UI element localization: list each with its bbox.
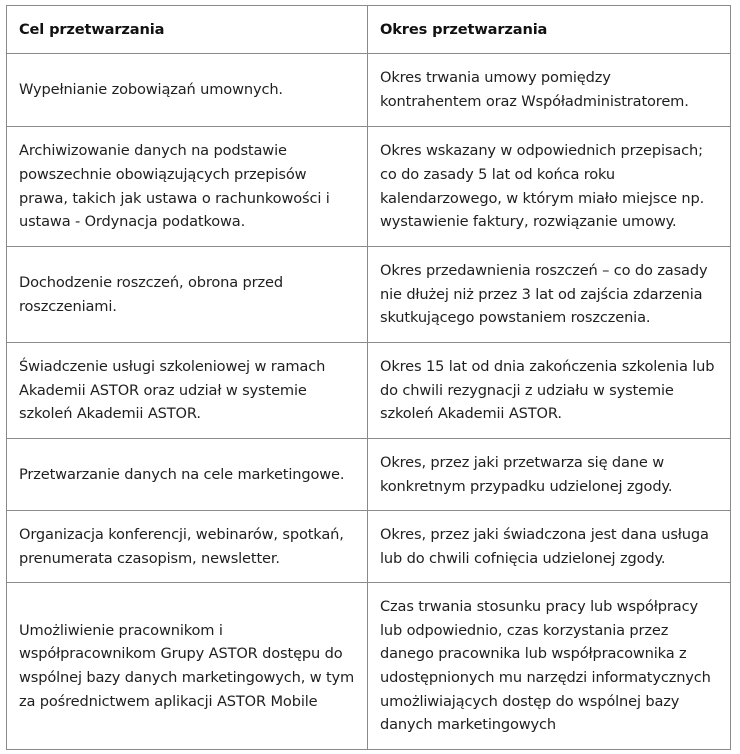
period-line: Okres, przez jaki świadczona jest dana usługa: [380, 525, 709, 543]
period-line: nie dłużej niż przez 3 lat od zajścia zdarzenia: [380, 285, 703, 303]
purpose-line: prawa, takich jak ustawa o rachunkowości i: [19, 189, 330, 207]
table-row: [7, 511, 731, 583]
period-line: Okres wskazany w odpowiednich przepisach;: [380, 142, 703, 160]
table-header-row: [7, 6, 731, 54]
table-row: [7, 247, 731, 343]
purpose-line: roszczeniami.: [19, 297, 117, 315]
purpose-line: za pośrednictwem aplikacji ASTOR Mobile: [19, 692, 318, 710]
cell-purpose: [7, 343, 368, 439]
purpose-line: Dochodzenie roszczeń, obrona przed: [19, 273, 283, 291]
retention-table-container: [6, 5, 731, 750]
purpose-line: wspólnej bazy danych marketingowych, w tym: [19, 669, 355, 686]
period-line: wystawienie faktury, rozwiązanie umowy.: [380, 213, 677, 231]
cell-purpose: [7, 511, 368, 583]
purpose-line: Archiwizowanie danych na podstawie: [19, 142, 287, 160]
cell-period: [368, 127, 731, 247]
period-line: lub odpowiednio, czas korzystania przez: [380, 621, 669, 639]
period-line: co do zasady 5 lat od końca roku: [380, 165, 615, 183]
purpose-line: ustawa - Ordynacja podatkowa.: [19, 213, 246, 231]
cell-period: [368, 54, 731, 127]
header-period: Okres przetwarzania: [368, 6, 731, 54]
table-row: [7, 127, 731, 247]
table-row: [7, 583, 731, 750]
period-line: szkoleń Akademii ASTOR.: [380, 405, 562, 423]
period-line: Okres przedawnienia roszczeń – co do zasady: [380, 262, 708, 280]
period-line: Okres 15 lat od dnia zakończenia szkolenia lub: [380, 358, 715, 376]
header-purpose: Cel przetwarzania: [7, 6, 368, 54]
cell-purpose: [7, 439, 368, 511]
purpose-line: Organizacja konferencji, webinarów, spotkań,: [19, 525, 344, 543]
table-row: [7, 343, 731, 439]
cell-period: [368, 247, 731, 343]
cell-period: [368, 343, 731, 439]
purpose-line: współpracownikom Grupy ASTOR dostępu do: [19, 645, 343, 663]
period-line: umożliwiających dostęp do wspólnej bazy: [380, 692, 680, 710]
period-line: danych marketingowych: [380, 716, 556, 734]
processing-retention-table: [6, 5, 731, 750]
table-row: [7, 439, 731, 511]
cell-purpose: [7, 54, 368, 127]
table-row: [7, 54, 731, 127]
cell-period: [368, 511, 731, 583]
period-line: danego pracownika lub współpracownika z: [380, 645, 687, 663]
cell-period: [368, 439, 731, 511]
period-line: kontrahentem oraz Współadministratorem.: [380, 93, 689, 110]
cell-purpose: [7, 127, 368, 247]
period-line: udostępnionych mu narzędzi informatycznych: [380, 669, 711, 686]
cell-purpose: [7, 247, 368, 343]
purpose-line: szkoleń Akademii ASTOR.: [19, 405, 201, 423]
purpose-line: Akademii ASTOR oraz udział w systemie: [19, 381, 307, 399]
period-line: Okres, przez jaki przetwarza się dane w: [380, 453, 665, 471]
purpose-line: powszechnie obowiązujących przepisów: [19, 165, 307, 183]
period-line: do chwili rezygnacji z udziału w systemie: [380, 381, 674, 399]
cell-period: [368, 583, 731, 750]
purpose-line: Świadczenie usługi szkoleniowej w ramach: [19, 358, 326, 376]
period-line: Okres trwania umowy pomiędzy: [380, 69, 611, 87]
period-line: konkretnym przypadku udzielonej zgody.: [380, 477, 673, 495]
purpose-line: Wypełnianie zobowiązań umownych.: [19, 81, 283, 99]
purpose-line: prenumerata czasopism, newsletter.: [19, 549, 280, 567]
period-line: Czas trwania stosunku pracy lub współpracy: [380, 598, 698, 616]
purpose-line: Umożliwienie pracownikom i: [19, 621, 223, 639]
period-line: kalendarzowego, w którym miało miejsce np.: [380, 189, 705, 207]
cell-purpose: [7, 583, 368, 750]
period-line: skutkującego powstaniem roszczenia.: [380, 309, 651, 327]
period-line: lub do chwili cofnięcia udzielonej zgody.: [380, 549, 666, 567]
purpose-line: Przetwarzanie danych na cele marketingowe.: [19, 465, 345, 483]
